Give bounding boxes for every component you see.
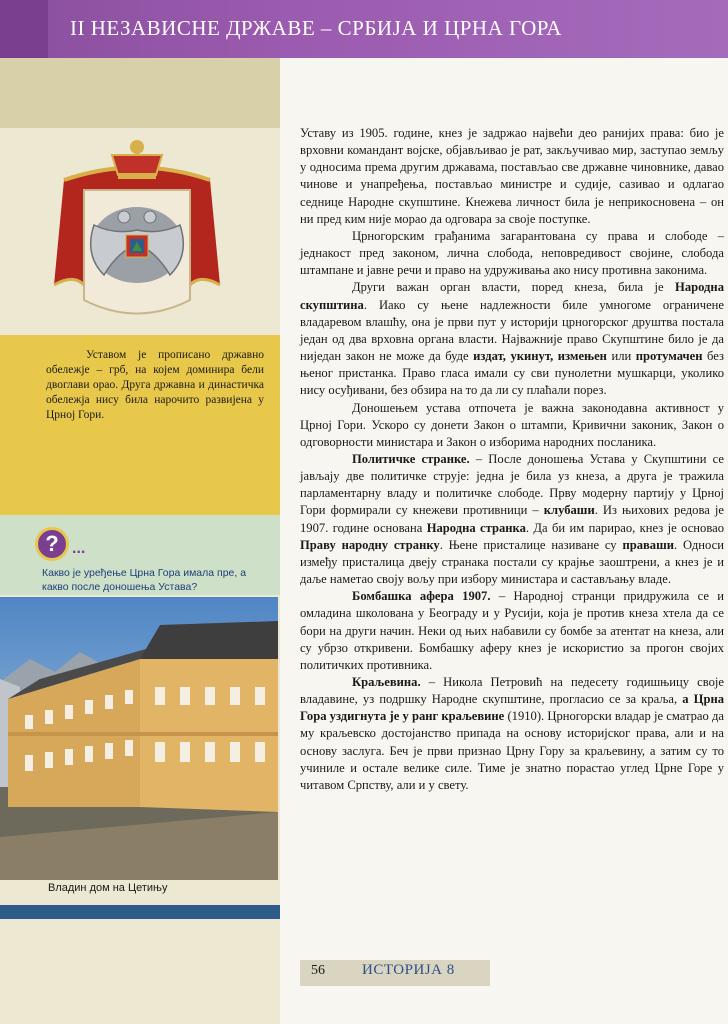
bold-term: а Црна Гора уздигнута је у ранг краљевине bbox=[300, 692, 724, 724]
paragraph: Уставу из 1905. године, кнез је задржао највећи део ранијих права: био је врховни командант војске, објављивао је рат, закључивао мир, заступао земљу у односима према другим државама, постављао све државне чиновнике, давао чинове и унапређења, постављао министре и судије, сазивао и одлагао седнице Народне скупштине. Кнежева личност била је неприкосновена – он ни пред ким није морао да одговара за своје поступке. bbox=[300, 126, 724, 226]
paragraph: Политичке странке. – После доношења Устава у Скупштини се јављају две политичке струје: једна је била уз кнеза, а друга је тражила парламентарну владу и политичке слободе. Прву модерну партију у Црној Гори формирали су кнежеви противници – клубаши. Из њихових редова је 1907. године основана Народна странка. Да би им парирао, кнез је основао Праву народну странку. Њене присталице називане су праваши. Односи између присталица двеју странака постали су крајње заоштрени, а кнез је и даље наметао своју вољу при избору министара и састављању владе. bbox=[300, 451, 724, 587]
coat-of-arms-caption: Уставом је прописано државно обележје – грб, на којем доминира бели двоглави орао. Друга државна и династичка обележја нису била нарочито развијена у Црној Гори. bbox=[46, 349, 264, 421]
bold-term: издат, укинут, измењен bbox=[473, 349, 607, 364]
sidebar-top-band bbox=[0, 58, 280, 128]
question-dots: ... bbox=[72, 540, 86, 557]
government-house-photo bbox=[0, 597, 278, 880]
page-number: 56 bbox=[311, 963, 325, 978]
bold-term: праваши bbox=[622, 537, 674, 552]
coat-of-arms-image bbox=[44, 135, 230, 327]
main-text bbox=[300, 125, 724, 794]
bold-term: Народна странка bbox=[426, 520, 526, 535]
bold-term: клубаши bbox=[543, 503, 595, 518]
book-title: ИСТОРИЈА 8 bbox=[362, 962, 455, 978]
section-heading: Политичке странке. bbox=[352, 451, 470, 466]
photo-caption: Владин дом на Цетињу bbox=[48, 882, 168, 894]
bold-term: Народна скупштина bbox=[300, 280, 724, 312]
paragraph: Бомбашка афера 1907. – Народној странци придружила се и омладина школована у Београду и у Русији, која је против кнеза хтела да се бори на други начин. Неки од њих набавили су бомбе за атентат на кнеза, али су убрзо откривени. Бомбашку аферу кнез је искористио за прогон својих политичких противника. bbox=[300, 589, 725, 672]
chapter-title: II НЕЗАВИСНЕ ДРЖАВЕ – СРБИЈА И ЦРНА ГОРА bbox=[70, 16, 562, 40]
paragraph: Доношењем устава отпочета је важна законодавна активност у Црној Гори. Ускоро су донети Закон о штампи, Кривични законик, Закон о одговорности министара и Закон о изборима народних посланика. bbox=[300, 400, 724, 449]
bold-term: протумачен bbox=[635, 349, 703, 364]
paragraph: Краљевина. – Никола Петровић на педесету годишњицу своје владавине, уз подршку Народне скупштине, прогласио се за краља, а Црна Гора уздигнута је у ранг краљевине (1910). Црногорски владар је сматрао да му краљевско достојанство припада на основу историјског права, али и на основу заслуга. Беч је први признао Црну Гору за краљевину, а затим су то учиниле и остале велике силе. Тиме је знатно порастао углед Црне Горе у читавом Српству, али и у свету. bbox=[300, 675, 724, 792]
section-heading: Бомбашка афера 1907. bbox=[352, 589, 491, 604]
section-heading: Краљевина. bbox=[352, 675, 421, 689]
question-mark-icon: ? bbox=[35, 527, 69, 561]
review-question: Какво је уређење Црна Гора имала пре, а какво после доношења Устава? bbox=[42, 567, 247, 593]
bold-term: Праву народну странку bbox=[300, 537, 440, 552]
paragraph: Црногорским грађанима загарантована су права и слободе – једнакост пред законом, лична слобода, неповредивост својине, слобода штампане и јавне речи и право на удруживања ако нису противна законима. bbox=[300, 228, 724, 278]
paragraph: Други важан орган власти, поред кнеза, била је Народна скупштина. Иако су њене надлежности биле умногоме ограничене владаревом влашћу, она је први пут у историји црногорског друштва постала један од два врховна органа власти. Најважније право Скупштине било је да ниједан закон не може да буде издат, укинут, измењен или протумачен без њеног пристанка. Право гласа имали су сви пунолетни мушкарци, уколико нису осуђивани, без обзира на то да ли су плаћали порез. bbox=[300, 280, 724, 398]
sidebar-bottom-band bbox=[0, 905, 280, 919]
